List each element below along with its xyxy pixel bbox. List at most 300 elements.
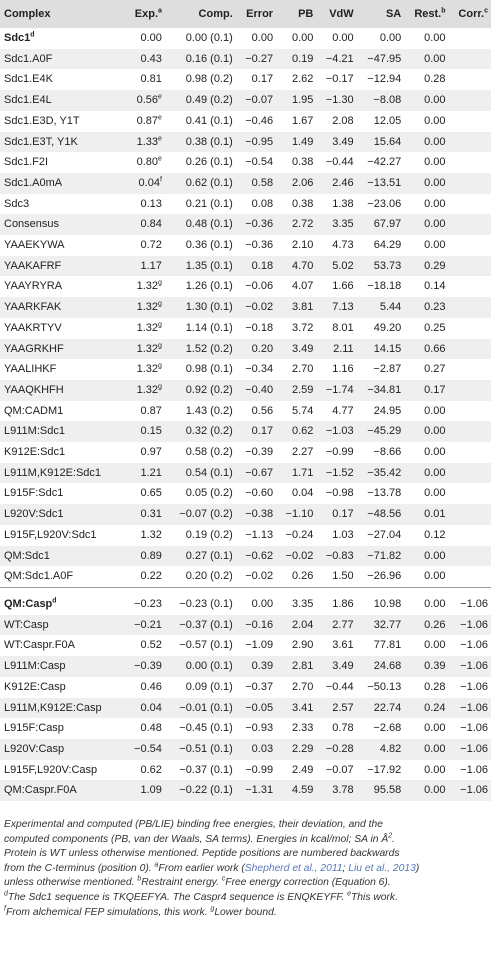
error-cell <box>236 132 276 153</box>
exp-cell <box>125 111 165 132</box>
sa-value: −27.04 <box>367 528 402 541</box>
corr-cell <box>449 49 491 70</box>
footnote-line <box>4 891 488 906</box>
rest-cell <box>404 28 448 49</box>
footnote-mark: e <box>158 114 162 122</box>
complex-cell <box>0 546 125 567</box>
rest-cell <box>404 194 448 215</box>
comp-value: −0.22 (0.1) <box>179 784 233 797</box>
pb-value: 4.70 <box>291 259 314 272</box>
pb-cell <box>276 49 316 70</box>
corr-cell <box>449 718 491 739</box>
pb-value: 2.62 <box>291 73 314 86</box>
pb-cell <box>276 256 316 277</box>
corr-cell <box>449 235 491 256</box>
comp-cell <box>165 173 236 194</box>
comp-cell <box>165 739 236 760</box>
footnote-superscript: c <box>221 875 226 883</box>
sa-cell <box>357 359 405 380</box>
complex-cell <box>0 152 125 173</box>
pb-cell <box>276 635 316 656</box>
sa-value: −47.95 <box>367 52 402 65</box>
sa-value: 0.00 <box>379 32 402 44</box>
comp-value: 0.00 (0.1) <box>185 32 233 44</box>
exp-value: 1.32 <box>136 342 158 355</box>
sa-cell <box>357 111 405 132</box>
sa-value: −26.96 <box>367 570 402 583</box>
column-header <box>404 0 448 28</box>
column-header <box>0 0 125 28</box>
footnote-line <box>4 818 488 833</box>
error-value: −0.34 <box>245 363 274 376</box>
comp-cell <box>165 339 236 360</box>
error-cell <box>236 318 276 339</box>
comp-value: −0.23 (0.1) <box>179 597 233 610</box>
column-header-footnote-mark: c <box>484 7 488 15</box>
pb-value: 4.07 <box>291 280 314 293</box>
comp-cell <box>165 483 236 504</box>
table-row <box>0 718 491 739</box>
comp-cell <box>165 760 236 781</box>
comp-value: 1.26 (0.1) <box>185 280 233 293</box>
vdw-value: 3.61 <box>332 639 354 652</box>
exp-cell <box>125 525 165 546</box>
rest-value: 0.00 <box>424 466 446 479</box>
rest-cell <box>404 718 448 739</box>
pb-cell <box>276 525 316 546</box>
corr-cell <box>449 739 491 760</box>
comp-value: 0.26 (0.1) <box>185 156 233 169</box>
footnote-text: from the C-terminus (position 0). <box>4 862 155 874</box>
rest-cell <box>404 111 448 132</box>
comp-value: −0.37 (0.1) <box>179 763 233 776</box>
vdw-cell <box>316 635 356 656</box>
pb-value: 3.72 <box>291 321 314 334</box>
complex-name: QM:Casp <box>4 597 53 610</box>
complex-cell <box>0 297 125 318</box>
comp-cell <box>165 194 236 215</box>
rest-value: 0.00 <box>424 549 446 562</box>
exp-value: 0.87 <box>140 404 162 417</box>
complex-name: YAALIHKF <box>4 363 57 376</box>
corr-cell <box>449 111 491 132</box>
exp-cell <box>125 49 165 70</box>
exp-value: 1.33 <box>136 135 158 148</box>
vdw-cell <box>316 49 356 70</box>
table-row <box>0 401 491 422</box>
complex-cell <box>0 194 125 215</box>
corr-cell <box>449 28 491 49</box>
sa-cell <box>357 297 405 318</box>
sa-value: −35.42 <box>367 466 402 479</box>
exp-value: −0.39 <box>134 660 162 673</box>
rest-cell <box>404 318 448 339</box>
complex-cell <box>0 656 125 677</box>
exp-value: 0.87 <box>136 114 158 127</box>
rest-value: 0.00 <box>424 597 446 610</box>
table-row <box>0 421 491 442</box>
footnote-mark: g <box>158 383 162 391</box>
table-row <box>0 615 491 636</box>
comp-cell <box>165 132 236 153</box>
comp-cell <box>165 214 236 235</box>
error-value: −0.36 <box>245 218 274 231</box>
comp-value: 0.00 (0.1) <box>185 660 233 673</box>
sa-cell <box>357 718 405 739</box>
comp-cell <box>165 256 236 277</box>
corr-cell <box>449 256 491 277</box>
sa-cell <box>357 90 405 111</box>
corr-value: −1.06 <box>460 784 488 797</box>
pb-value: 2.70 <box>291 363 314 376</box>
comp-cell <box>165 421 236 442</box>
vdw-cell <box>316 339 356 360</box>
corr-cell <box>449 760 491 781</box>
rest-cell <box>404 132 448 153</box>
corr-cell <box>449 276 491 297</box>
complex-cell <box>0 566 125 587</box>
rest-cell <box>404 483 448 504</box>
error-cell <box>236 194 276 215</box>
footnote-text: ; <box>342 862 349 874</box>
error-cell <box>236 698 276 719</box>
exp-cell <box>125 132 165 153</box>
exp-cell <box>125 656 165 677</box>
complex-name: L911M,K912E:Sdc1 <box>4 466 102 479</box>
pb-value: 2.06 <box>291 176 314 189</box>
table-row <box>0 677 491 698</box>
complex-cell <box>0 780 125 801</box>
column-header-label: PB <box>298 8 314 20</box>
pb-cell <box>276 90 316 111</box>
error-cell <box>236 421 276 442</box>
pb-value: 2.59 <box>291 383 314 396</box>
complex-cell <box>0 359 125 380</box>
table-row <box>0 214 491 235</box>
pb-cell <box>276 194 316 215</box>
footnote-text: Protein is WT unless otherwise mentioned. Peptide positions are numbered backwards <box>4 848 400 860</box>
pb-cell <box>276 318 316 339</box>
rest-cell <box>404 504 448 525</box>
vdw-value: 3.49 <box>332 660 354 673</box>
sa-cell <box>357 615 405 636</box>
comp-cell <box>165 152 236 173</box>
footnote-text: computed components (PB, van der Waals, SA terms). Energies in kcal/mol; SA in Å <box>4 833 389 845</box>
pb-cell <box>276 698 316 719</box>
corr-cell <box>449 90 491 111</box>
exp-cell <box>125 235 165 256</box>
footnote-text: Experimental and computed (PB/LIE) binding free energies, their deviation, and the <box>4 819 383 830</box>
comp-value: −0.07 (0.2) <box>179 508 233 521</box>
sa-cell <box>357 214 405 235</box>
vdw-value: 0.78 <box>332 722 354 735</box>
rest-value: 0.00 <box>424 114 446 127</box>
table-row <box>0 442 491 463</box>
exp-cell <box>125 380 165 401</box>
error-value: −0.60 <box>245 487 274 500</box>
corr-cell <box>449 194 491 215</box>
comp-value: 1.35 (0.1) <box>185 259 233 272</box>
rest-value: 0.28 <box>424 680 446 693</box>
rest-value: 0.28 <box>424 73 446 86</box>
table-row <box>0 525 491 546</box>
error-value: −0.93 <box>245 722 274 735</box>
table-row <box>0 276 491 297</box>
exp-value: 0.65 <box>140 487 162 500</box>
pb-cell <box>276 483 316 504</box>
corr-cell <box>449 297 491 318</box>
comp-cell <box>165 566 236 587</box>
complex-name: YAAGRKHF <box>4 342 64 355</box>
column-header-label: VdW <box>329 8 354 20</box>
pb-value: −0.24 <box>285 528 314 541</box>
complex-name: L915F:Sdc1 <box>4 487 64 500</box>
vdw-value: −1.52 <box>325 466 354 479</box>
error-value: 0.17 <box>251 425 274 438</box>
rest-value: 0.66 <box>424 342 446 355</box>
comp-cell <box>165 698 236 719</box>
citation-link-shepherd[interactable]: Shepherd et al., 2011 <box>244 862 343 874</box>
vdw-cell <box>316 276 356 297</box>
vdw-cell <box>316 401 356 422</box>
rest-value: 0.00 <box>424 763 446 776</box>
error-value: 0.17 <box>251 73 274 86</box>
vdw-cell <box>316 739 356 760</box>
complex-name: L911M:Sdc1 <box>4 425 65 438</box>
rest-cell <box>404 442 448 463</box>
complex-cell <box>0 739 125 760</box>
rest-cell <box>404 49 448 70</box>
error-value: 0.56 <box>251 404 274 417</box>
column-header <box>449 0 491 28</box>
rest-value: 0.00 <box>424 32 446 44</box>
comp-cell <box>165 594 236 615</box>
comp-value: −0.37 (0.1) <box>179 618 233 631</box>
pb-value: 3.81 <box>291 301 314 314</box>
complex-cell <box>0 463 125 484</box>
vdw-cell <box>316 235 356 256</box>
sa-value: 95.58 <box>373 784 402 797</box>
exp-value: 0.81 <box>140 73 162 86</box>
exp-cell <box>125 69 165 90</box>
table-row <box>0 504 491 525</box>
exp-cell <box>125 401 165 422</box>
rest-value: 0.00 <box>424 570 446 583</box>
complex-cell <box>0 421 125 442</box>
complex-name: Sdc1.E3T, Y1K <box>4 135 78 148</box>
sa-value: −17.92 <box>367 763 402 776</box>
pb-cell <box>276 718 316 739</box>
error-value: −0.02 <box>245 570 274 583</box>
error-cell <box>236 656 276 677</box>
complex-name: L911M,K912E:Casp <box>4 701 102 714</box>
exp-cell <box>125 677 165 698</box>
comp-value: 1.30 (0.1) <box>185 301 233 314</box>
comp-value: 0.48 (0.1) <box>185 218 233 231</box>
comp-cell <box>165 49 236 70</box>
vdw-cell <box>316 297 356 318</box>
column-header-label: Complex <box>4 8 51 20</box>
complex-name: L920V:Casp <box>4 742 65 755</box>
comp-value: 0.62 (0.1) <box>185 176 233 189</box>
vdw-cell <box>316 380 356 401</box>
error-cell <box>236 594 276 615</box>
sa-value: 53.73 <box>373 259 402 272</box>
footnote-text: This work. <box>351 891 398 903</box>
vdw-cell <box>316 214 356 235</box>
rest-cell <box>404 566 448 587</box>
sa-cell <box>357 69 405 90</box>
column-header-footnote-mark: b <box>441 7 446 15</box>
footnote-superscript: d <box>4 890 8 898</box>
vdw-value: −0.28 <box>325 742 354 755</box>
exp-value: 0.22 <box>140 570 162 583</box>
corr-cell <box>449 677 491 698</box>
rest-cell <box>404 173 448 194</box>
vdw-cell <box>316 615 356 636</box>
comp-cell <box>165 656 236 677</box>
complex-cell <box>0 256 125 277</box>
exp-value: 1.32 <box>136 363 158 376</box>
error-cell <box>236 152 276 173</box>
rest-cell <box>404 635 448 656</box>
complex-name: Sdc1.E4K <box>4 73 53 86</box>
column-header-label: Comp. <box>198 8 233 20</box>
vdw-cell <box>316 760 356 781</box>
vdw-value: 0.17 <box>332 508 354 521</box>
footnote-superscript: a <box>154 861 159 869</box>
sa-value: −2.68 <box>373 722 402 735</box>
comp-value: −0.51 (0.1) <box>179 742 233 755</box>
table-row <box>0 69 491 90</box>
error-value: 0.08 <box>251 197 274 210</box>
vdw-cell <box>316 442 356 463</box>
complex-name: YAAEKYWA <box>4 239 65 252</box>
complex-name: WT:Casp <box>4 618 49 631</box>
sa-value: 77.81 <box>373 639 402 652</box>
corr-cell <box>449 214 491 235</box>
corr-cell <box>449 69 491 90</box>
vdw-cell <box>316 718 356 739</box>
table-row <box>0 132 491 153</box>
complex-name: L915F,L920V:Casp <box>4 763 98 776</box>
table-row <box>0 760 491 781</box>
sa-cell <box>357 463 405 484</box>
complex-name: Sdc1.E3D, Y1T <box>4 114 80 127</box>
exp-value: 0.00 <box>140 32 162 44</box>
pb-cell <box>276 69 316 90</box>
comp-value: 0.05 (0.2) <box>185 487 233 500</box>
vdw-value: −0.44 <box>325 156 354 169</box>
rest-cell <box>404 276 448 297</box>
exp-value: 1.32 <box>136 301 158 314</box>
footnote-text: . <box>392 833 395 845</box>
error-cell <box>236 214 276 235</box>
sa-cell <box>357 235 405 256</box>
error-value: −0.62 <box>245 549 274 562</box>
exp-cell <box>125 28 165 49</box>
comp-value: 0.98 (0.2) <box>185 73 233 86</box>
corr-value: −1.06 <box>460 660 488 673</box>
exp-value: 0.15 <box>140 425 162 438</box>
sa-cell <box>357 194 405 215</box>
corr-cell <box>449 132 491 153</box>
exp-cell <box>125 780 165 801</box>
comp-value: 1.52 (0.2) <box>185 342 233 355</box>
vdw-cell <box>316 256 356 277</box>
sa-value: −18.18 <box>367 280 402 293</box>
error-value: −0.40 <box>245 383 274 396</box>
sa-value: −13.78 <box>367 487 402 500</box>
error-cell <box>236 546 276 567</box>
column-header-label: Error <box>246 8 274 20</box>
table-row <box>0 173 491 194</box>
complex-cell <box>0 214 125 235</box>
exp-cell <box>125 442 165 463</box>
comp-value: 0.32 (0.2) <box>185 425 233 438</box>
rest-value: 0.29 <box>424 259 446 272</box>
error-value: −0.95 <box>245 135 274 148</box>
rest-value: 0.26 <box>424 618 446 631</box>
table-row <box>0 297 491 318</box>
error-cell <box>236 760 276 781</box>
error-value: 0.39 <box>251 660 274 673</box>
footnote-superscript: f <box>4 905 6 913</box>
rest-cell <box>404 546 448 567</box>
complex-cell <box>0 615 125 636</box>
table-row <box>0 256 491 277</box>
citation-link-liu[interactable]: Liu et al., 2013 <box>348 862 416 874</box>
comp-cell <box>165 635 236 656</box>
corr-cell <box>449 339 491 360</box>
error-cell <box>236 566 276 587</box>
corr-cell <box>449 566 491 587</box>
pb-value: 1.71 <box>291 466 314 479</box>
complex-cell <box>0 90 125 111</box>
error-cell <box>236 525 276 546</box>
complex-name: YAARKFAK <box>4 301 62 314</box>
comp-cell <box>165 318 236 339</box>
pb-value: 2.10 <box>291 239 314 252</box>
comp-cell <box>165 504 236 525</box>
error-cell <box>236 780 276 801</box>
vdw-cell <box>316 463 356 484</box>
rest-cell <box>404 339 448 360</box>
vdw-value: 2.77 <box>332 618 354 631</box>
pb-cell <box>276 235 316 256</box>
error-cell <box>236 256 276 277</box>
corr-value: −1.06 <box>460 618 488 631</box>
pb-value: 1.49 <box>291 135 314 148</box>
column-header-label: Exp. <box>134 8 158 20</box>
sa-cell <box>357 504 405 525</box>
footnote-mark: e <box>158 134 162 142</box>
pb-value: 0.26 <box>291 570 314 583</box>
pb-cell <box>276 297 316 318</box>
vdw-value: 5.02 <box>332 259 354 272</box>
exp-cell <box>125 90 165 111</box>
sa-value: −45.29 <box>367 425 402 438</box>
pb-cell <box>276 380 316 401</box>
corr-cell <box>449 318 491 339</box>
complex-name: K912E:Sdc1 <box>4 446 66 459</box>
sa-cell <box>357 318 405 339</box>
rest-value: 0.17 <box>424 383 446 396</box>
sa-value: 5.44 <box>379 301 402 314</box>
corr-cell <box>449 380 491 401</box>
pb-cell <box>276 780 316 801</box>
vdw-value: 3.78 <box>332 784 354 797</box>
